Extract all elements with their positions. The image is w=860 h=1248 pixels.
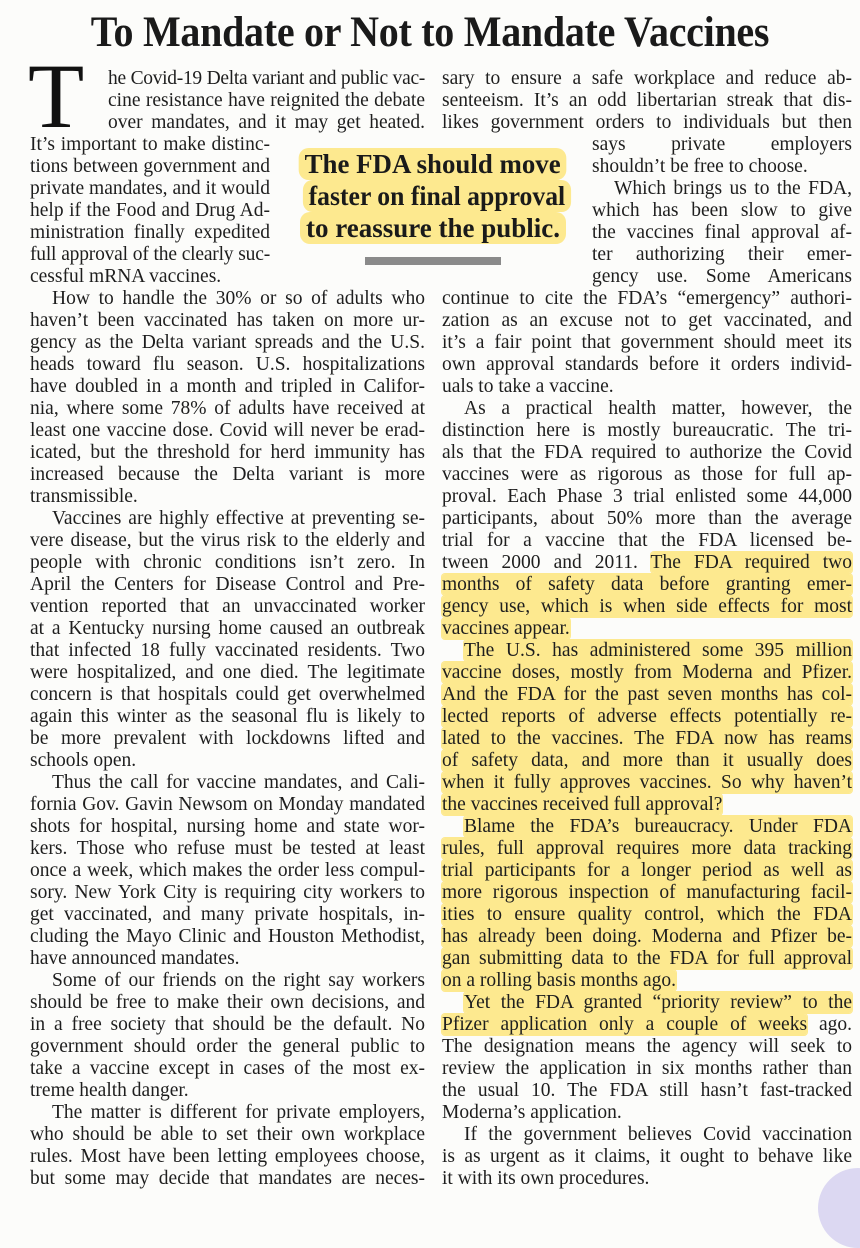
article-line: people with chronic conditions isn’t zero. In <box>30 552 425 573</box>
article-line: shouldn’t be free to choose. <box>592 156 808 177</box>
article-line: If the government believes Covid vaccination <box>464 1124 852 1145</box>
article-line: who should be able to set their own workplace <box>30 1124 425 1145</box>
article-line <box>442 552 852 574</box>
text-segment: tween 2000 and 2011. <box>442 552 651 573</box>
article-line: cluding the Mayo Clinic and Houston Methodist, <box>30 926 425 947</box>
article-line: transmissible. <box>30 486 138 507</box>
article-line: proval. Each Phase 3 trial enlisted some 44,000 <box>442 486 852 507</box>
article-line: participants, about 50% more than the average <box>442 508 852 529</box>
article-line <box>442 926 852 948</box>
highlighted-text: trial participants for a longer period as well as <box>442 860 852 881</box>
article-line: ministration finally expedited <box>30 222 270 243</box>
article-line: vention reported that an unvaccinated worker <box>30 596 425 617</box>
article-line: distinction here is mostly bureaucratic. The tri- <box>442 420 852 441</box>
article-line: full approval of the clearly suc- <box>30 244 270 265</box>
article-line: the vaccines final approval af- <box>592 222 852 243</box>
highlighted-text: rules, full approval requires more data tracking <box>442 838 852 859</box>
article-line <box>442 860 852 882</box>
article-line: cine resistance have reignited the debate <box>108 90 425 111</box>
article-line: once a week, which makes the order less compul- <box>30 860 425 881</box>
article-line: but some may decide that mandates are neces- <box>30 1168 425 1189</box>
article-line: Moderna’s application. <box>442 1102 622 1123</box>
article-line <box>442 1014 852 1036</box>
article-line <box>464 992 852 1014</box>
article-line <box>442 772 852 794</box>
headline: To Mandate or Not to Mandate Vaccines <box>90 9 770 56</box>
article-line <box>442 706 852 728</box>
highlighted-text: the vaccines received full approval? <box>442 794 723 815</box>
article-line: continue to cite the FDA’s “emergency” authori- <box>442 288 852 309</box>
article-line: own approval standards before it orders individ- <box>442 354 852 375</box>
pull-quote <box>296 148 570 244</box>
article-line: The designation means the agency will seek to <box>442 1036 852 1057</box>
highlighted-text: has already been doing. Moderna and Pfizer be- <box>442 926 852 947</box>
article-line: tions between government and <box>30 156 270 177</box>
article-line: rules. Most have been letting employees choose, <box>30 1146 425 1167</box>
pull-quote-line: faster on final approval <box>303 180 571 212</box>
highlighted-text: The FDA required two <box>650 552 853 573</box>
pull-quote-row <box>296 148 570 180</box>
article-line: How to handle the 30% or so of adults who <box>52 288 425 309</box>
article-line: schools open. <box>30 750 137 771</box>
article-line: cessful mRNA vaccines. <box>30 266 222 287</box>
article-line: April the Centers for Disease Control and Pre- <box>30 574 425 595</box>
article-line: nia, where some 78% of adults have received at <box>30 398 425 419</box>
highlighted-text: Blame the FDA’s bureaucracy. Under FDA <box>464 816 852 837</box>
article-line: least one vaccine dose. Covid will never be erad- <box>30 420 425 441</box>
highlighted-text: gency use, which is when side effects for most <box>442 596 852 617</box>
article-line: concern is that hospitals could get overwhelmed <box>30 684 425 705</box>
article-line: it’s a fair point that government should meet its <box>442 332 852 353</box>
article-line <box>442 882 852 904</box>
article-line: ter authorizing their emer- <box>592 244 852 265</box>
highlighted-text: when it fully approves vaccines. So why haven’t <box>442 772 852 793</box>
article-line <box>442 750 852 772</box>
article-line: shots for hospital, nursing home and state wor- <box>30 816 425 837</box>
article-line: gency use. Some Americans <box>592 266 852 287</box>
article-line: vaccines were as rigorous as those for full ap- <box>442 464 852 485</box>
article-line: should be free to make their own decisions, and <box>30 992 425 1013</box>
article-line <box>464 640 852 662</box>
article-line <box>464 816 852 838</box>
article-line: zation as an excuse not to get vaccinated, and <box>442 310 852 331</box>
pull-quote-row <box>296 180 570 212</box>
article-line: trial for a vaccine that the FDA licensed be- <box>442 530 852 551</box>
article-line: the usual 10. The FDA still hasn’t fast-tracked <box>442 1080 852 1101</box>
article-line: As a practical health matter, however, the <box>464 398 852 419</box>
highlighted-text: The U.S. has administered some 395 million <box>464 640 852 661</box>
article-line <box>442 662 852 684</box>
article-line: have doubled in a month and tripled in Califor- <box>30 376 425 397</box>
article-line <box>442 948 852 970</box>
article-line <box>442 684 852 706</box>
article-line: is as urgent as it claims, it ought to behave like <box>442 1146 852 1167</box>
pull-quote-line: The FDA should move <box>299 148 567 180</box>
pull-quote-row <box>296 212 570 244</box>
highlighted-text: lected reports of adverse effects potentially re- <box>442 706 852 727</box>
article-line <box>442 596 852 618</box>
article-line: gency as the Delta variant spreads and the U.S. <box>30 332 425 353</box>
article-line: vere disease, but the virus risk to the elderly and <box>30 530 425 551</box>
highlighted-text: And the FDA for the past seven months has col- <box>442 684 852 705</box>
article-line: that infected 18 fully vaccinated residents. Two <box>30 640 425 661</box>
article-line: heads toward flu season. U.S. hospitalizations <box>30 354 425 375</box>
article-line: The matter is different for private employers, <box>52 1102 425 1123</box>
highlighted-text: of safety data, and more than it usually does <box>442 750 852 771</box>
article-line: als that the FDA required to authorize the Covid <box>442 442 852 463</box>
pull-quote-divider <box>365 257 501 265</box>
article-line: take a vaccine except in cases of the most ex- <box>30 1058 425 1079</box>
article-line: again this winter as the seasonal flu is likely to <box>30 706 425 727</box>
highlighted-text: Pfizer application only a couple of weeks <box>442 1014 808 1035</box>
article-line: icated, but the threshold for herd immunity has <box>30 442 425 463</box>
article-line <box>442 574 852 596</box>
article-line: increased because the Delta variant is more <box>30 464 425 485</box>
highlighted-text: lated to the vaccines. The FDA now has reams <box>442 728 852 749</box>
pull-quote-line: to reassure the public. <box>300 212 566 244</box>
article-line: Some of our friends on the right say workers <box>52 970 425 991</box>
article-line: Vaccines are highly effective at preventing se- <box>52 508 425 529</box>
article-line: help if the Food and Drug Ad- <box>30 200 270 221</box>
article-line: review the application in six months rather than <box>442 1058 852 1079</box>
highlighted-text: vaccines appear. <box>442 618 570 639</box>
highlighted-text: vaccine doses, mostly from Moderna and Pfizer. <box>442 662 852 683</box>
article-line: likes government orders to individuals but then <box>442 112 852 133</box>
article-line: be more prevalent with lockdowns lifted and <box>30 728 425 749</box>
article-line: were hospitalized, and one died. The legitimate <box>30 662 425 683</box>
article-line: get vaccinated, and many private hospitals, in- <box>30 904 425 925</box>
article-line: over mandates, and it may get heated. <box>108 112 425 133</box>
article-line: at a Kentucky nursing home caused an outbreak <box>30 618 425 639</box>
article-line: haven’t been vaccinated has taken on more ur- <box>30 310 425 331</box>
article-line <box>442 838 852 860</box>
highlighted-text: on a rolling basis months ago. <box>442 970 676 991</box>
article-line: sory. New York City is requiring city workers to <box>30 882 425 903</box>
article-line: says private employers <box>592 134 852 155</box>
article-line: which has been slow to give <box>592 200 852 221</box>
text-segment: ago. <box>807 1014 852 1035</box>
article-line: uals to take a vaccine. <box>442 376 614 397</box>
article-line <box>442 970 852 992</box>
highlighted-text: ities to ensure quality control, which the FDA <box>442 904 852 925</box>
article-line <box>442 618 852 640</box>
article-line: fornia Gov. Gavin Newsom on Monday mandated <box>30 794 425 815</box>
article-line: in a free society that should be the default. No <box>30 1014 425 1035</box>
article-line: Thus the call for vaccine mandates, and Cali- <box>52 772 425 793</box>
article-line: senteeism. It’s an odd libertarian streak that dis- <box>442 90 852 111</box>
article-line: Which brings us to the FDA, <box>614 178 852 199</box>
highlighted-text: Yet the FDA granted “priority review” to the <box>464 992 852 1013</box>
article-line: kers. Those who refuse must be tested at least <box>30 838 425 859</box>
drop-cap: T <box>28 45 85 147</box>
article-line: he Covid-19 Delta variant and public vac- <box>108 68 425 89</box>
highlighted-text: more rigorous inspection of manufacturing facil- <box>442 882 852 903</box>
highlighted-text: gan submitting data to the FDA for full approval <box>442 948 852 969</box>
article-line: it with its own procedures. <box>442 1168 650 1189</box>
highlighted-text: months of safety data before granting emer- <box>442 574 852 595</box>
article-line: sary to ensure a safe workplace and reduce ab- <box>442 68 852 89</box>
article-line <box>442 794 852 816</box>
article-line: It’s important to make distinc- <box>30 134 270 155</box>
article-line <box>442 904 852 926</box>
article-line <box>442 728 852 750</box>
article-line: private mandates, and it would <box>30 178 270 199</box>
article-line: treme health danger. <box>30 1080 189 1101</box>
article-line: government should order the general public to <box>30 1036 425 1057</box>
article-line: have announced mandates. <box>30 948 240 969</box>
